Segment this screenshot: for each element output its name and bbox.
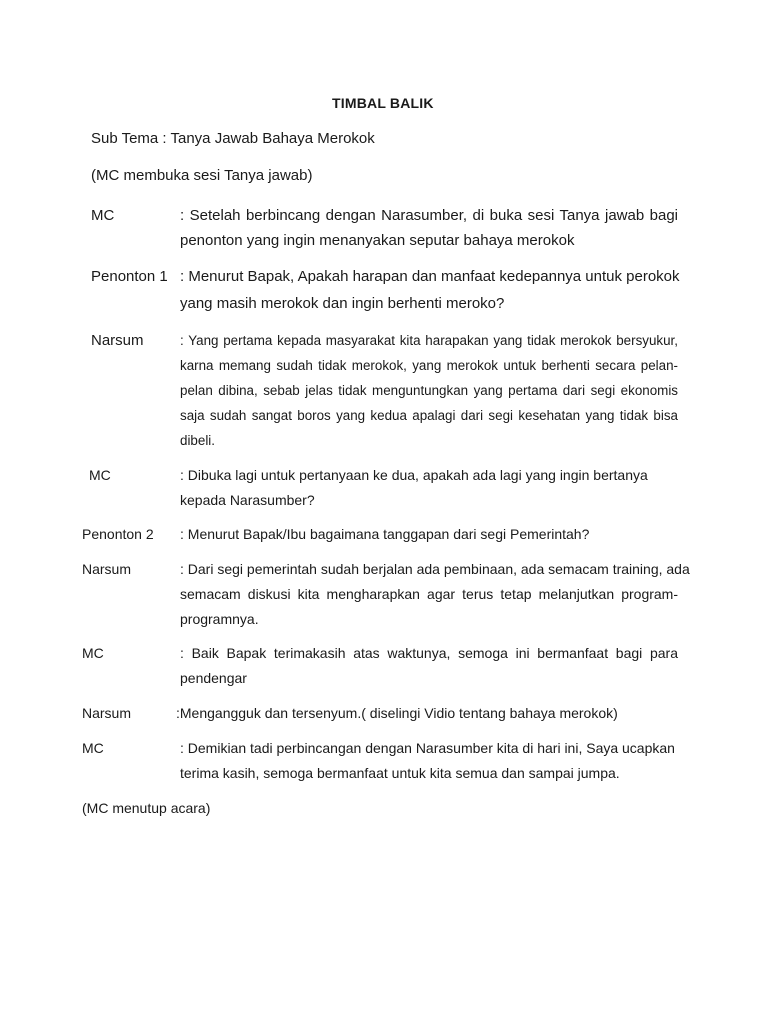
dialogue-line: karna memang sudah tidak merokok, yang merokok untuk berhenti secara pelan- [180, 358, 678, 373]
dialogue-line: yang masih merokok dan ingin berhenti meroko? [180, 295, 505, 312]
dialogue-line: kepada Narasumber? [180, 492, 315, 508]
speaker-label: Narsum [82, 561, 132, 577]
dialogue-line: : Dari segi pemerintah sudah berjalan ada pembinaan, ada semacam training, ada [180, 561, 690, 577]
speaker-label: Narsum [91, 332, 144, 349]
closing-note: (MC menutup acara) [82, 800, 211, 816]
dialogue-line: penonton yang ingin menanyakan seputar bahaya merokok [180, 232, 575, 249]
dialogue-line: : Menurut Bapak, Apakah harapan dan manfaat kedepannya untuk perokok [180, 268, 680, 285]
dialogue-line: : Dibuka lagi untuk pertanyaan ke dua, apakah ada lagi yang ingin bertanya [180, 467, 648, 483]
speaker-label: MC [91, 207, 115, 224]
dialogue-line: : Baik Bapak terimakasih atas waktunya, semoga ini bermanfaat bagi para [180, 645, 678, 661]
document-title: TIMBAL BALIK [332, 95, 434, 111]
dialogue-line: terima kasih, semoga bermanfaat untuk kita semua dan sampai jumpa. [180, 765, 620, 781]
dialogue-line: : Demikian tadi perbincangan dengan Narasumber kita di hari ini, Saya ucapkan [180, 740, 675, 756]
speaker-label: MC [82, 740, 104, 756]
dialogue-line: programnya. [180, 611, 259, 627]
speaker-label: MC [82, 645, 104, 661]
dialogue-line: : Setelah berbincang dengan Narasumber, di buka sesi Tanya jawab bagi [180, 207, 678, 224]
dialogue-line: saja sudah sangat boros yang kedua apalagi dari segi kesehatan yang tidak bisa [180, 408, 678, 423]
dialogue-line: pendengar [180, 670, 247, 686]
dialogue-line: :Mengangguk dan tersenyum.( diselingi Vidio tentang bahaya merokok) [176, 705, 618, 721]
dialogue-line: dibeli. [180, 433, 215, 448]
sub-theme: Sub Tema : Tanya Jawab Bahaya Merokok [91, 130, 375, 147]
speaker-label: Penonton 1 [91, 268, 168, 285]
speaker-label: Narsum [82, 705, 132, 721]
dialogue-line: : Yang pertama kepada masyarakat kita harapakan yang tidak merokok bersyukur, [180, 333, 678, 348]
dialogue-line: semacam diskusi kita mengharapkan agar terus tetap melanjutkan program- [180, 586, 678, 602]
opening-note: (MC membuka sesi Tanya jawab) [91, 167, 313, 184]
speaker-label: MC [89, 467, 111, 483]
dialogue-line: : Menurut Bapak/Ibu bagaimana tanggapan dari segi Pemerintah? [180, 526, 590, 542]
dialogue-line: pelan dibina, sebab jelas tidak menguntungkan yang pertama dari segi ekonomis [180, 383, 678, 398]
speaker-label: Penonton 2 [82, 526, 154, 542]
